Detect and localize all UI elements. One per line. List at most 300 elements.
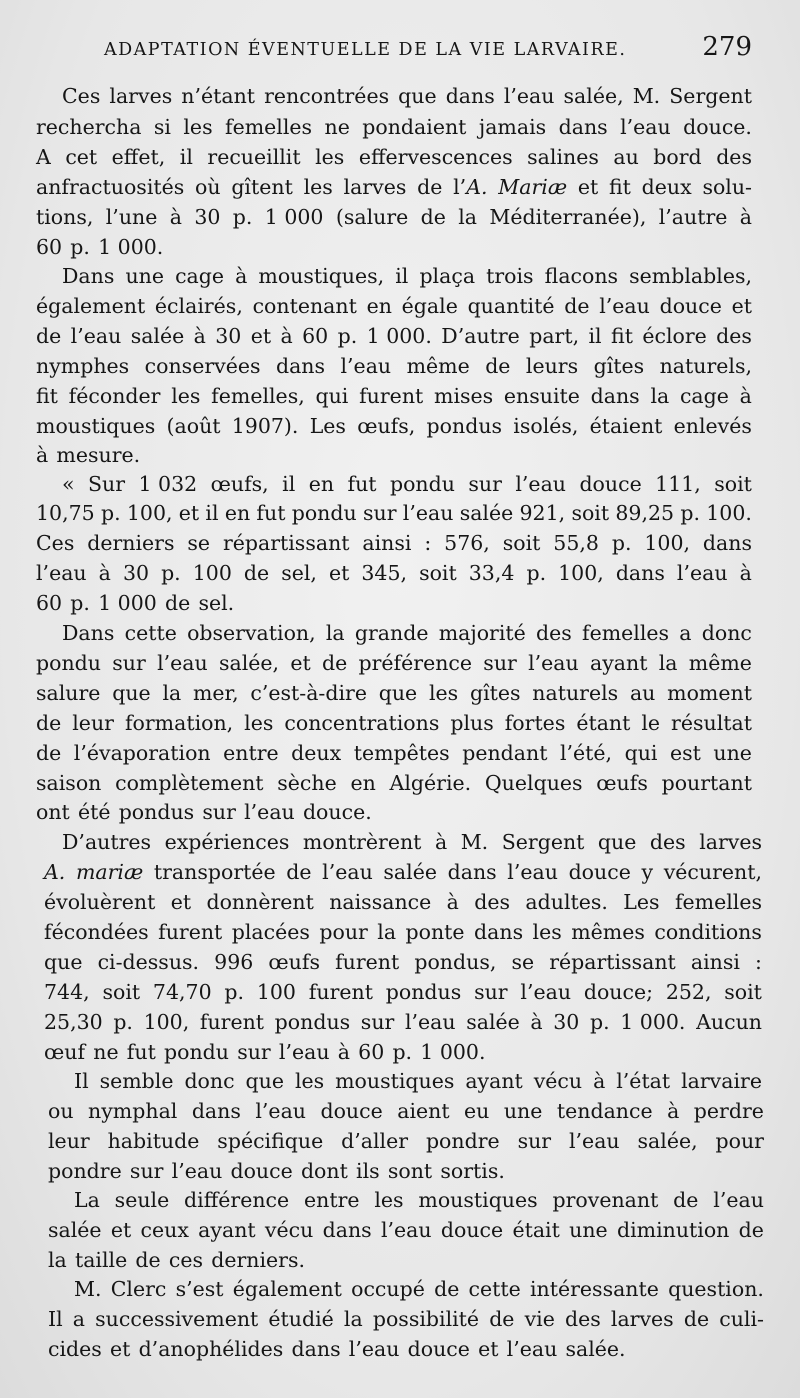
word: pondus	[118, 800, 195, 824]
word: que	[597, 830, 637, 854]
word: a	[72, 1307, 86, 1331]
word: concentrations	[284, 711, 440, 735]
word: fut	[126, 1040, 156, 1064]
word: qui	[315, 384, 349, 408]
word: furent	[199, 1010, 265, 1034]
word: cage	[679, 384, 729, 408]
word: ci-dessus.	[97, 950, 200, 974]
word: et	[731, 294, 752, 318]
word: eu	[464, 1099, 490, 1123]
word: à	[98, 561, 111, 585]
word: de	[683, 1307, 710, 1331]
word: 111,	[655, 472, 701, 496]
word: Les	[309, 414, 346, 438]
text-line	[36, 112, 752, 142]
word: pondu	[389, 472, 455, 496]
word: mer,	[192, 681, 239, 705]
word: salines	[527, 145, 599, 169]
word: mariæ	[75, 860, 144, 884]
word: de	[420, 205, 446, 229]
word: donc	[701, 621, 752, 645]
word: ainsi	[690, 950, 740, 974]
word: dans	[322, 1218, 372, 1242]
word: furent	[308, 980, 373, 1004]
word: de	[243, 561, 270, 585]
word: nymphal	[88, 1099, 178, 1123]
text-line	[48, 1304, 764, 1334]
word: les	[315, 145, 345, 169]
word: effet,	[111, 145, 166, 169]
word: vécu	[533, 1069, 583, 1093]
word: au	[629, 681, 656, 705]
word: salée,	[563, 84, 624, 108]
word: l’eau	[36, 561, 87, 585]
word: furent	[359, 384, 424, 408]
word: 100	[192, 561, 232, 585]
word: œufs	[596, 771, 648, 795]
word: salée	[130, 324, 185, 348]
word: sur	[474, 980, 508, 1004]
word: culi-	[719, 1307, 764, 1331]
word: des	[649, 830, 686, 854]
word: et	[328, 561, 350, 585]
word: également	[36, 294, 146, 318]
word: et	[170, 890, 192, 914]
text-line	[62, 81, 752, 111]
text-line	[36, 797, 372, 827]
text-line	[44, 1007, 762, 1037]
word: naissance	[329, 890, 432, 914]
word: Dans	[62, 264, 115, 288]
word: 1 000.	[366, 324, 432, 348]
word: anfractuosités	[36, 175, 185, 199]
word: égale	[401, 294, 458, 318]
word: il	[395, 264, 409, 288]
word: l’eau	[713, 1188, 764, 1212]
word: Il	[74, 1069, 89, 1093]
word: en	[366, 294, 392, 318]
word: bord	[653, 145, 702, 169]
word: soit	[419, 561, 457, 585]
word: La	[74, 1188, 100, 1212]
word: de	[36, 741, 62, 765]
word: 89,25	[615, 501, 675, 525]
word: mises	[434, 384, 494, 408]
word: douce	[579, 472, 642, 496]
text-line	[36, 351, 752, 381]
word: 74,70	[152, 980, 212, 1004]
word: 60	[302, 324, 329, 348]
word: cides	[48, 1337, 102, 1361]
word: tions,	[36, 205, 94, 229]
word: les	[303, 175, 333, 199]
word: 30	[194, 205, 221, 229]
word: entre	[304, 1188, 360, 1212]
text-line	[36, 498, 752, 528]
word: l’évaporation	[73, 741, 211, 765]
word: 30	[122, 561, 150, 585]
word: soit	[102, 980, 141, 1004]
word: rencontrées	[264, 84, 390, 108]
word: isolés,	[513, 414, 579, 438]
word: pondu	[36, 651, 101, 675]
word: à	[530, 1010, 543, 1034]
word: cet	[65, 145, 98, 169]
word: éclore	[642, 324, 707, 348]
word: ne	[93, 1040, 119, 1064]
word: de	[673, 1188, 699, 1212]
word: donnèrent	[206, 890, 314, 914]
text-line	[62, 827, 762, 857]
text-line	[36, 648, 752, 678]
word: de	[164, 591, 191, 615]
word: dans	[558, 115, 608, 139]
word: l’eau	[157, 651, 208, 675]
word: p.	[611, 531, 632, 555]
word: 100	[256, 980, 296, 1004]
word: sel.	[198, 591, 235, 615]
word: p.	[526, 561, 547, 585]
word: l’eau	[528, 651, 579, 675]
word: pondu	[291, 501, 357, 525]
word: sortis.	[440, 1159, 505, 1183]
word: été	[77, 800, 111, 824]
word: cette	[124, 621, 177, 645]
word: que	[112, 681, 151, 705]
word: transportée	[153, 860, 276, 884]
text-line	[36, 768, 752, 798]
word: Aucun	[696, 1010, 762, 1034]
word: des	[536, 621, 572, 645]
word: à	[593, 1069, 606, 1093]
word: dans	[291, 1337, 341, 1361]
word: p.	[589, 1010, 610, 1034]
text-line	[36, 678, 752, 708]
word: à	[739, 561, 752, 585]
word: en	[224, 501, 251, 525]
word: occupé	[351, 1277, 425, 1301]
word: ayant	[198, 1218, 256, 1242]
word: dans	[447, 860, 497, 884]
word: la	[458, 205, 478, 229]
word: même	[406, 354, 470, 378]
word: expériences	[164, 830, 290, 854]
word: l’eau	[171, 1159, 223, 1183]
word: pondaient	[362, 115, 467, 139]
word: la	[650, 384, 670, 408]
word: dans	[275, 354, 326, 378]
word: la	[325, 621, 345, 645]
word: soit	[571, 501, 610, 525]
word: taille	[74, 1248, 128, 1272]
word: p.	[70, 235, 90, 259]
word: douce	[320, 1099, 383, 1123]
word: M.	[74, 1277, 102, 1301]
word: cette	[468, 1277, 521, 1301]
word: conservées	[144, 354, 261, 378]
text-line	[44, 917, 762, 947]
word: n’étant	[181, 84, 256, 108]
word: 921,	[519, 501, 566, 525]
word: p.	[232, 205, 253, 229]
word: à	[739, 205, 752, 229]
word: à	[280, 324, 293, 348]
word: de	[485, 354, 511, 378]
word: saison	[36, 771, 102, 795]
word: la	[658, 651, 678, 675]
word: (salure	[335, 205, 409, 229]
word: complètement	[115, 771, 264, 795]
word: 100,	[644, 531, 691, 555]
word: était	[512, 1218, 560, 1242]
word: pondre	[48, 1159, 122, 1183]
word: si	[153, 115, 171, 139]
word: observation,	[187, 621, 316, 645]
word: jamais	[478, 115, 547, 139]
word: moment	[667, 681, 752, 705]
word: l’eau	[515, 472, 566, 496]
word: les	[428, 681, 459, 705]
word: naturels,	[659, 354, 752, 378]
text-line	[36, 381, 752, 411]
word: 1 032	[138, 472, 198, 496]
word: Il	[48, 1307, 63, 1331]
word: majorité	[438, 621, 526, 645]
word: dans	[474, 920, 524, 944]
word: p.	[70, 591, 90, 615]
text-line	[74, 1274, 764, 1304]
text-line	[48, 1334, 648, 1364]
word: Les	[623, 890, 660, 914]
text-line	[36, 321, 752, 351]
word: Quelques	[484, 771, 583, 795]
word: l’eau	[70, 324, 122, 348]
word: la	[343, 1307, 363, 1331]
word: ces	[168, 1248, 204, 1272]
word: ensuite	[503, 384, 580, 408]
word: une	[569, 1218, 608, 1242]
text-line	[62, 469, 752, 499]
word: entre	[223, 741, 279, 765]
word: une	[125, 264, 164, 288]
word: ont	[36, 800, 70, 824]
word: 576,	[444, 531, 490, 555]
word: ponte	[405, 920, 465, 944]
word: moustiques	[335, 1069, 455, 1093]
word: des	[716, 324, 752, 348]
word: de	[321, 651, 348, 675]
word: l’eau	[322, 860, 373, 884]
word: ayant	[590, 651, 648, 675]
word: les	[294, 1069, 325, 1093]
word: pondus	[385, 980, 462, 1004]
word: (août	[166, 414, 221, 438]
word: à	[169, 205, 182, 229]
word: les	[183, 115, 213, 139]
word: douce	[659, 294, 722, 318]
word: p.	[161, 561, 181, 585]
word: aient	[397, 1099, 450, 1123]
word: 1907).	[231, 414, 299, 438]
word: femelles	[674, 890, 762, 914]
word: c’est-à-dire	[250, 681, 367, 705]
word: l’eau	[568, 1129, 620, 1153]
text-line	[48, 1245, 308, 1275]
word: l’eau	[620, 115, 671, 139]
word: placées	[231, 920, 310, 944]
word: à	[739, 384, 752, 408]
word: provenant	[552, 1188, 659, 1212]
word: salée	[48, 1218, 102, 1242]
word: l’eau	[507, 860, 558, 884]
word: M.	[632, 84, 661, 108]
word: 744,	[44, 980, 90, 1004]
word: l’eau	[676, 561, 728, 585]
word: deux	[291, 741, 342, 765]
word: douce.	[302, 800, 372, 824]
word: diminution	[616, 1218, 730, 1242]
word: sur	[237, 1040, 271, 1064]
word: les	[171, 384, 201, 408]
word: à	[337, 1040, 350, 1064]
word: solu-	[702, 175, 752, 199]
word: fit	[36, 384, 58, 408]
word: A	[36, 145, 51, 169]
word: étaient	[589, 414, 663, 438]
word: 252,	[665, 980, 712, 1004]
word: l’eau	[404, 1010, 456, 1034]
word: soit	[724, 980, 762, 1004]
word: l’eau	[244, 800, 295, 824]
word: douce	[407, 1337, 470, 1361]
word: semble	[99, 1069, 174, 1093]
word: qui	[624, 741, 658, 765]
word: la	[162, 681, 182, 705]
word: de	[417, 175, 443, 199]
word: dans	[702, 531, 752, 555]
word: l’eau	[340, 354, 392, 378]
word: flacons	[544, 264, 619, 288]
word: soit	[502, 531, 541, 555]
word: de	[564, 294, 590, 318]
word: 1 000.	[420, 1040, 486, 1064]
word: moustiques	[418, 1188, 538, 1212]
word: gîtes	[469, 681, 521, 705]
text-line	[36, 588, 236, 618]
word: les	[532, 920, 562, 944]
word: Ces	[36, 531, 75, 555]
word: salée.	[565, 1337, 626, 1361]
word: douce;	[583, 980, 654, 1004]
word: de	[286, 860, 312, 884]
word: pondus	[274, 1010, 351, 1034]
word: Mariæ	[498, 175, 568, 199]
word: salée,	[218, 651, 280, 675]
word: sur	[129, 1159, 164, 1183]
word: pour	[319, 920, 368, 944]
word: 33,4	[468, 561, 515, 585]
word: effervescences	[358, 145, 513, 169]
word: sur	[483, 651, 517, 675]
text-line	[36, 558, 752, 588]
word: en	[308, 472, 335, 496]
word: ceux	[140, 1218, 189, 1242]
word: la	[48, 1248, 67, 1272]
word: une	[713, 741, 752, 765]
word: leur	[72, 711, 114, 735]
word: douce	[230, 1159, 293, 1183]
word: 1 000.	[98, 235, 164, 259]
word: 60	[36, 235, 63, 259]
word: des	[564, 1307, 601, 1331]
word: D’autre	[441, 324, 520, 348]
word: habitude	[107, 1129, 200, 1153]
word: et	[577, 175, 599, 199]
word: recueillit	[207, 145, 301, 169]
word: l’été,	[559, 741, 613, 765]
text-line	[36, 142, 752, 172]
word: 1 000	[264, 205, 324, 229]
word: p.	[100, 501, 121, 525]
word: enlevés	[673, 414, 752, 438]
word: Méditerranée),	[489, 205, 647, 229]
word: l’eau	[278, 1040, 330, 1064]
word: D’autres	[62, 830, 152, 854]
word: répartissant	[222, 531, 350, 555]
word: à	[36, 443, 49, 467]
word: à	[193, 324, 206, 348]
text-line	[48, 1156, 538, 1186]
word: nymphes	[36, 354, 130, 378]
word: la	[377, 920, 397, 944]
text-line	[44, 887, 762, 917]
text-line	[48, 1096, 764, 1126]
word: à	[434, 830, 448, 854]
word: que	[398, 84, 437, 108]
word: 30	[215, 324, 242, 348]
word: possibilité	[372, 1307, 480, 1331]
text-line	[36, 232, 164, 262]
word: étudié	[268, 1307, 334, 1331]
word: répartissant	[549, 950, 676, 974]
word: leurs	[525, 354, 579, 378]
word: vie	[524, 1307, 555, 1331]
text-line	[74, 1185, 764, 1215]
word: larves	[699, 830, 762, 854]
word: derniers.	[211, 1248, 305, 1272]
word: il	[588, 324, 602, 348]
word: les	[244, 711, 274, 735]
word: :	[755, 950, 762, 974]
word: que	[378, 681, 418, 705]
word: perdre	[693, 1099, 764, 1123]
word: sur	[202, 800, 236, 824]
word: 55,8	[553, 531, 599, 555]
word: part,	[529, 324, 580, 348]
word: semblables,	[629, 264, 752, 288]
word: ne	[324, 115, 350, 139]
word: sur	[517, 1129, 552, 1153]
word: p.	[392, 1040, 413, 1064]
word: une	[503, 1099, 543, 1123]
text-line	[36, 202, 752, 232]
word: donc	[184, 1069, 235, 1093]
word: l’autre	[658, 205, 728, 229]
word: adultes.	[525, 890, 608, 914]
word: Dans	[62, 621, 115, 645]
word: également	[232, 1277, 342, 1301]
word: dans	[445, 84, 495, 108]
